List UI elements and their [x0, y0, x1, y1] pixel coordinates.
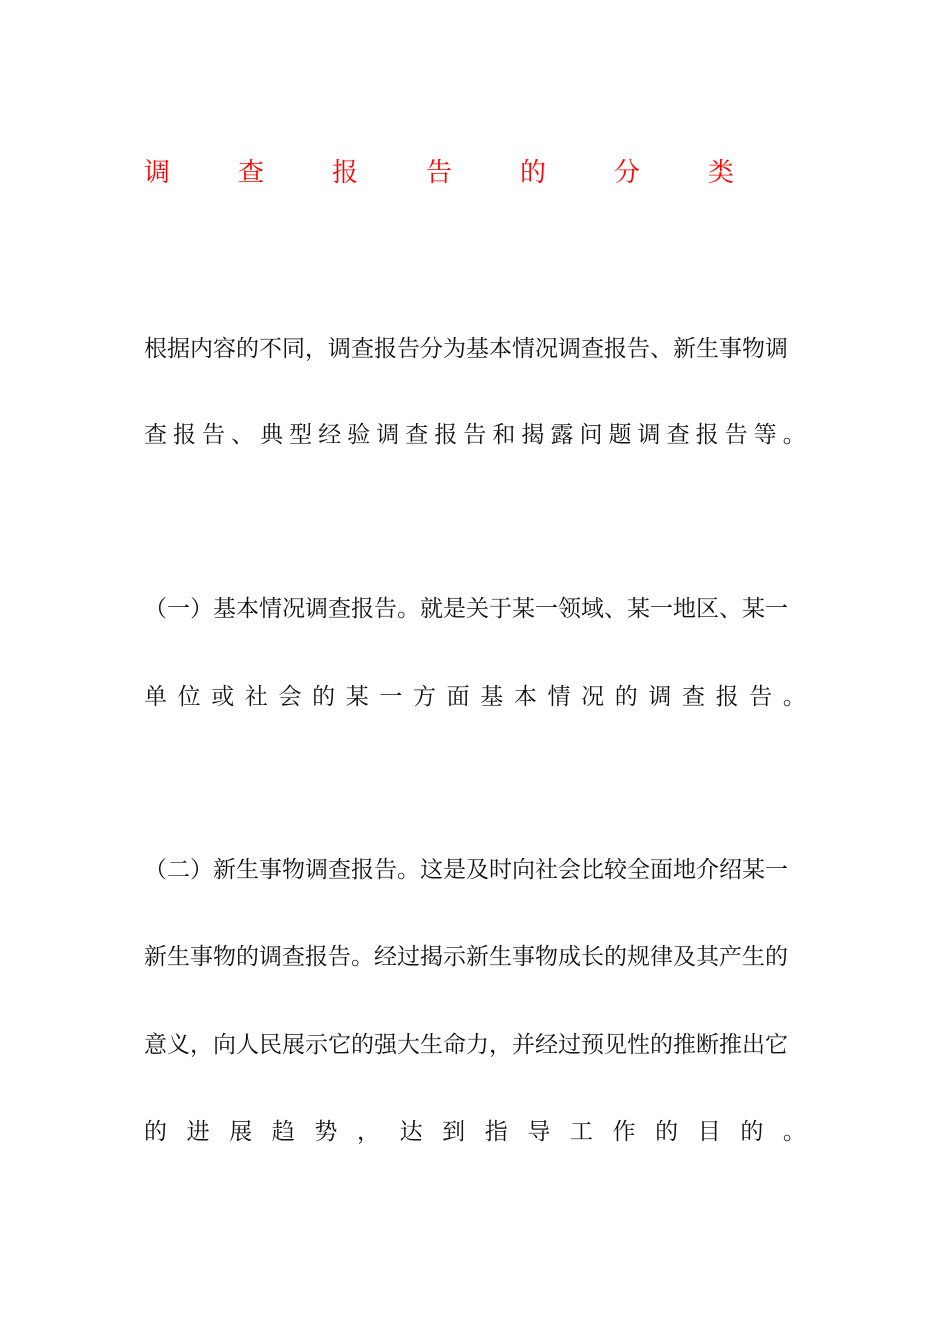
paragraph-3-line-3: 意义，向人民展示它的强大生命力，并经过预见性的推断推出它: [144, 1032, 788, 1058]
text-char: 验: [347, 422, 371, 448]
text-char: 。: [782, 684, 806, 710]
title-char: 调: [144, 158, 171, 188]
title-char: 查: [237, 158, 264, 188]
text-char: 查: [144, 422, 167, 448]
text-char: 查: [666, 422, 690, 448]
text-char: 展: [229, 1119, 253, 1145]
text-char: 和: [492, 422, 516, 448]
text-char: 方: [413, 684, 436, 710]
text-char: 某: [345, 684, 369, 710]
text-char: 告: [202, 422, 226, 448]
text-char: 调: [376, 422, 400, 448]
text-char: 。: [782, 422, 806, 448]
text-char: 调: [637, 422, 661, 448]
text-char: 况: [581, 684, 605, 710]
text-char: 作: [612, 1119, 636, 1145]
text-char: 会: [278, 684, 302, 710]
text-char: 工: [569, 1119, 593, 1145]
text-char: 目: [697, 1119, 721, 1145]
text-char: 报: [434, 422, 458, 448]
text-char: 达: [399, 1119, 423, 1145]
text-char: 的: [144, 1119, 167, 1145]
text-char: 查: [405, 422, 429, 448]
text-char: 、: [231, 422, 255, 448]
title-char: 分: [613, 158, 640, 188]
text-char: 报: [173, 422, 197, 448]
title-char: 报: [331, 158, 358, 188]
text-char: 经: [318, 422, 342, 448]
text-char: 告: [724, 422, 748, 448]
text-char: 告: [463, 422, 487, 448]
paragraph-3-line-2: 新生事物的调查报告。经过揭示新生事物成长的规律及其产生的: [144, 944, 788, 970]
paragraph-3-line-4: [144, 1115, 806, 1149]
text-char: 揭: [521, 422, 545, 448]
text-char: 等: [753, 422, 777, 448]
title-char: 的: [519, 158, 546, 188]
text-char: 题: [608, 422, 632, 448]
paragraph-1-line-1: 根据内容的不同，调查报告分为基本情况调查报告、新生事物调: [144, 336, 788, 362]
text-char: 进: [186, 1119, 210, 1145]
text-char: 典: [260, 422, 284, 448]
text-char: 报: [715, 684, 739, 710]
paragraph-2-line-1: （一）基本情况调查报告。就是关于某一领域、某一地区、某一: [144, 596, 788, 622]
text-char: 到: [442, 1119, 466, 1145]
text-char: 报: [695, 422, 719, 448]
text-char: 。: [782, 1119, 806, 1145]
title-char: 类: [707, 158, 734, 188]
paragraph-2-line-2: [144, 680, 806, 714]
paragraph-3-line-1: （二）新生事物调查报告。这是及时向社会比较全面地介绍某一: [144, 857, 788, 883]
paragraph-1-line-2: [144, 418, 806, 452]
text-char: 本: [513, 684, 537, 710]
text-char: 问: [579, 422, 603, 448]
text-char: 面: [446, 684, 470, 710]
text-char: 指: [484, 1119, 508, 1145]
text-char: 调: [648, 684, 672, 710]
text-char: 社: [244, 684, 268, 710]
text-char: 或: [211, 684, 235, 710]
text-char: 情: [547, 684, 571, 710]
text-char: 一: [379, 684, 403, 710]
text-char: 的: [655, 1119, 679, 1145]
text-char: 势: [314, 1119, 338, 1145]
text-char: 导: [527, 1119, 551, 1145]
text-char: 的: [312, 684, 336, 710]
title-char: 告: [425, 158, 452, 188]
text-char: 单: [144, 684, 167, 710]
document-title: [144, 154, 734, 192]
text-char: 的: [740, 1119, 764, 1145]
text-char: 查: [682, 684, 705, 710]
text-char: ，: [356, 1119, 380, 1145]
text-char: 基: [480, 684, 504, 710]
text-char: 的: [614, 684, 638, 710]
text-char: 告: [749, 684, 773, 710]
text-char: 型: [289, 422, 313, 448]
text-char: 露: [550, 422, 574, 448]
text-char: 趋: [271, 1119, 295, 1145]
text-char: 位: [177, 684, 201, 710]
